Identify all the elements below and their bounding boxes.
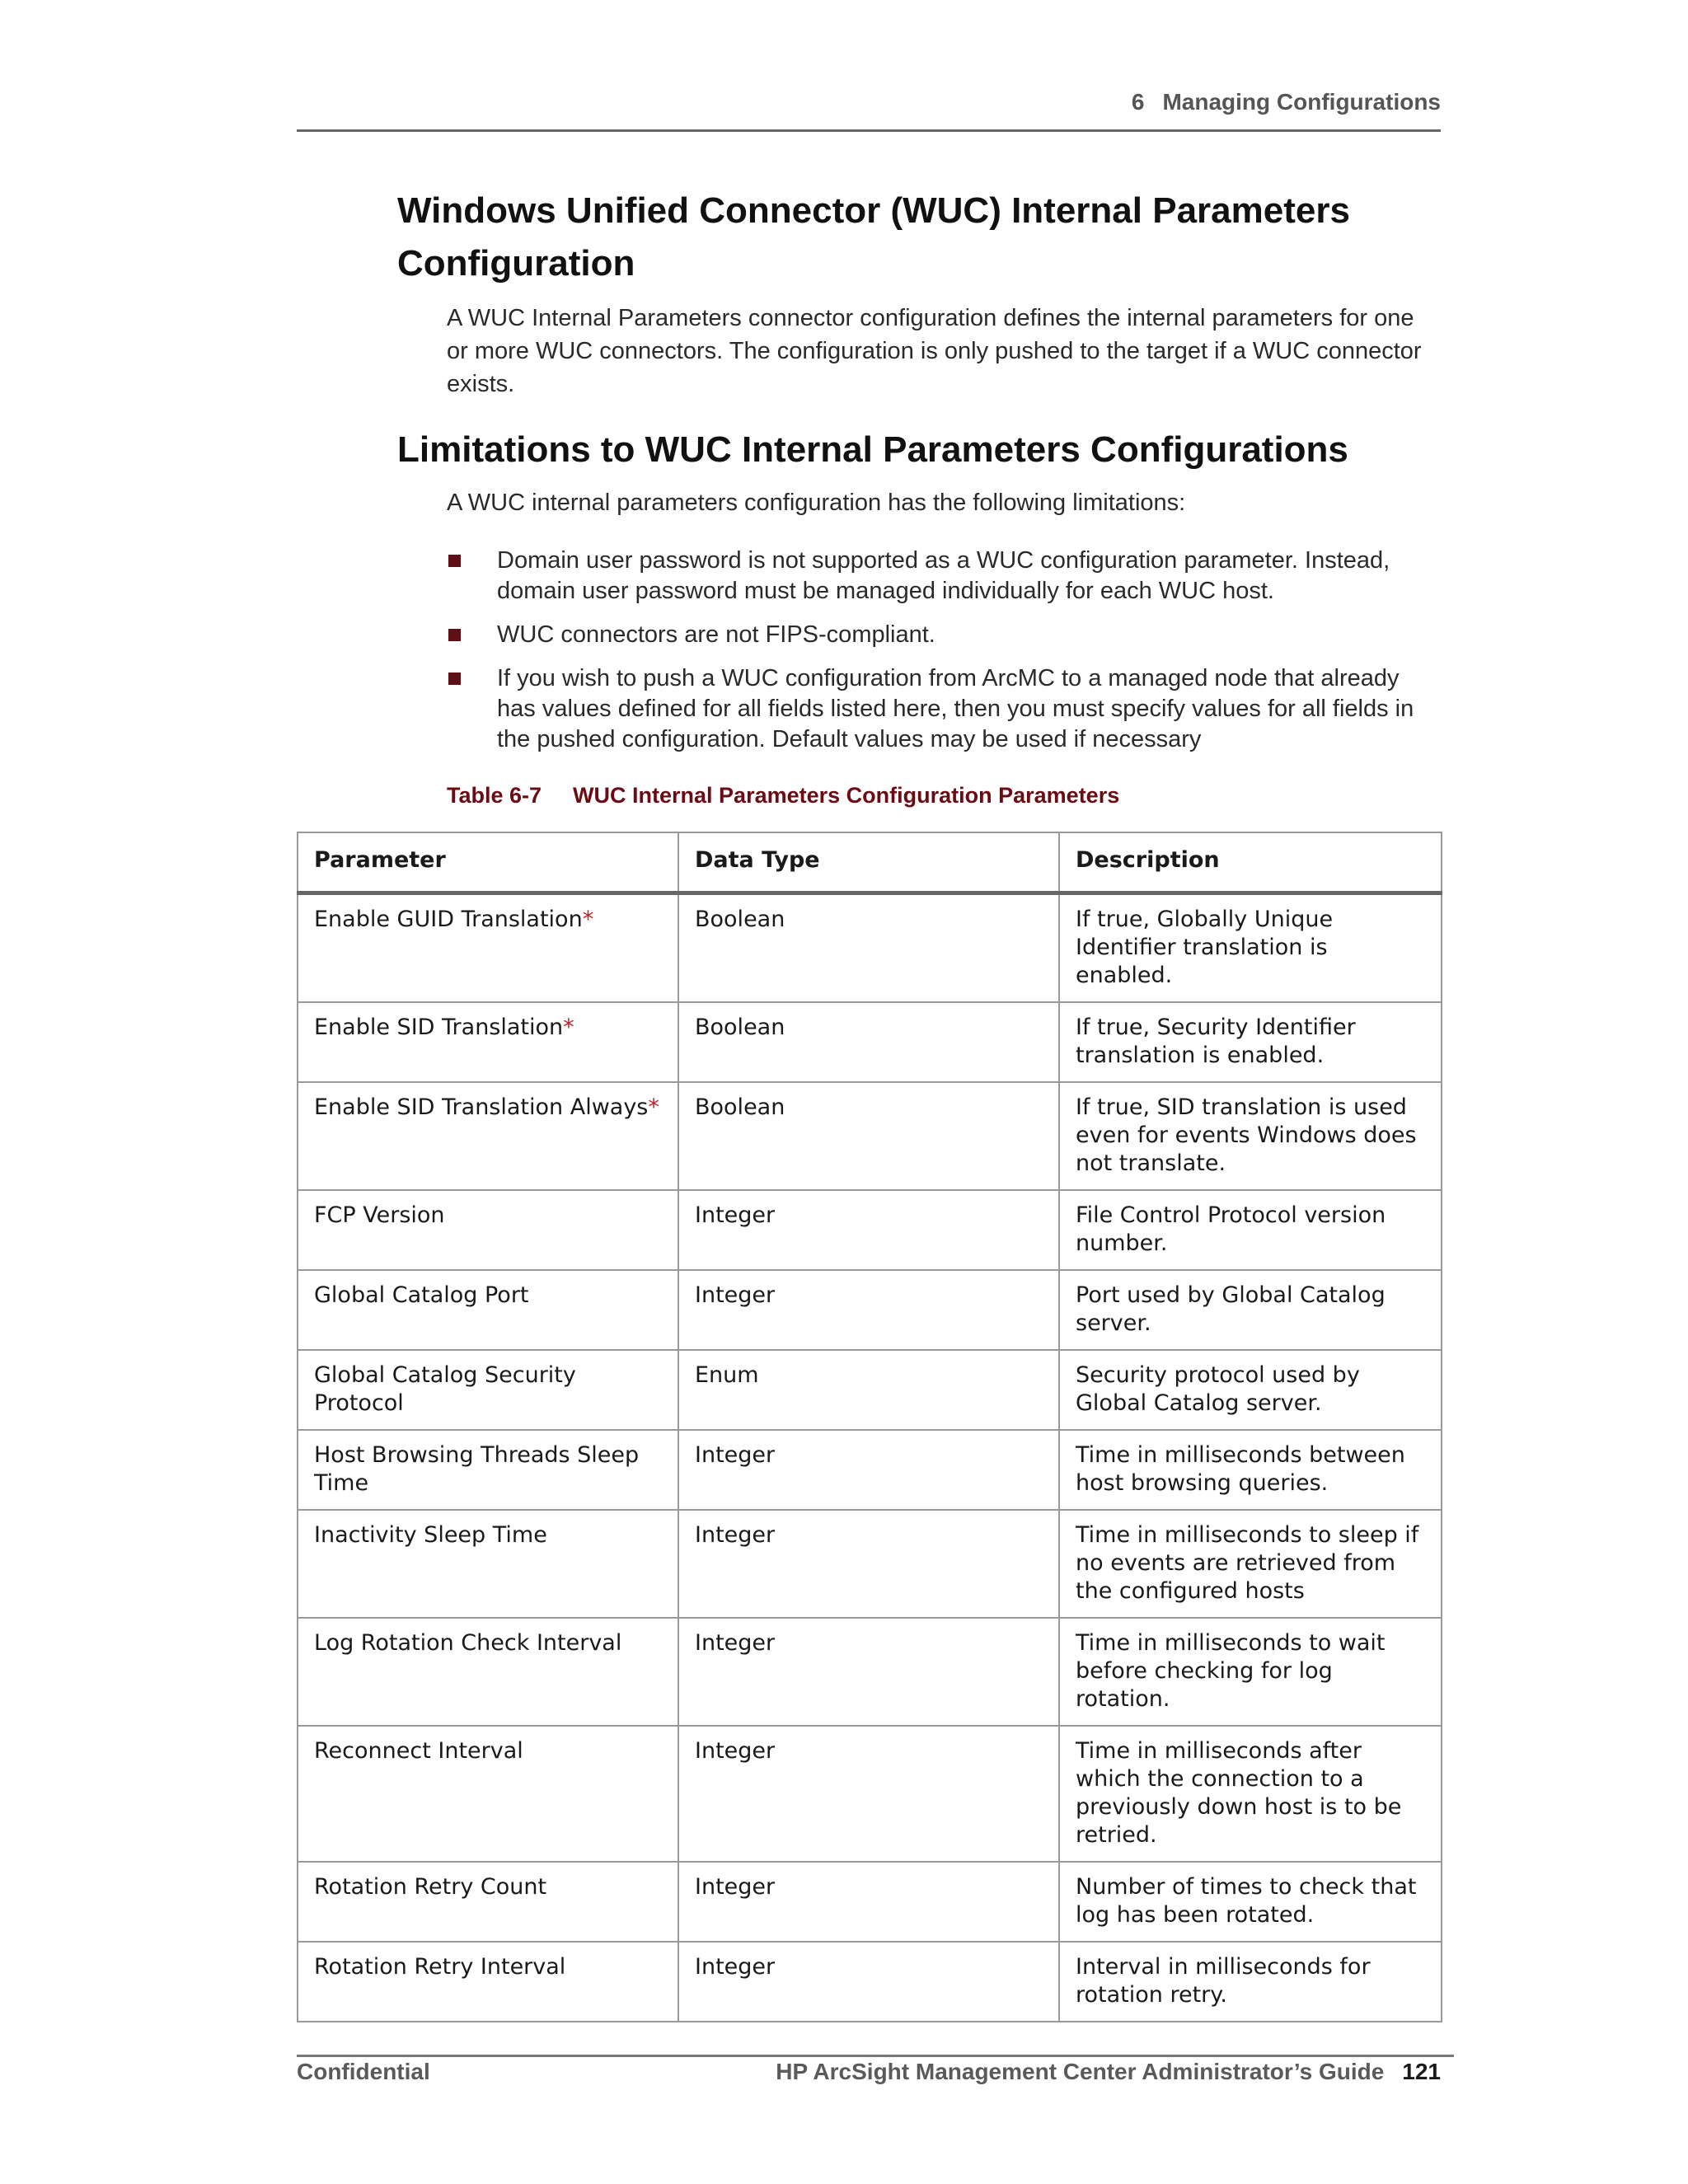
description-cell: Time in milliseconds between host browsing queries.	[1059, 1430, 1442, 1510]
data-type-cell: Integer	[678, 1618, 1059, 1726]
table-row	[298, 893, 1442, 1003]
data-type-cell: Boolean	[678, 1002, 1059, 1082]
description-cell: File Control Protocol version number.	[1059, 1190, 1442, 1270]
parameter-cell: Rotation Retry Interval	[298, 1942, 678, 2022]
description-cell: Interval in milliseconds for rotation retry.	[1059, 1942, 1442, 2022]
limitations-list	[447, 546, 1440, 768]
parameter-cell: Log Rotation Check Interval	[298, 1618, 678, 1726]
parameter-cell: Inactivity Sleep Time	[298, 1510, 678, 1618]
running-header	[297, 89, 1441, 115]
square-bullet-icon	[448, 629, 461, 641]
data-type-cell: Integer	[678, 1430, 1059, 1510]
section-title: Windows Unified Connector (WUC) Internal Parameters Configuration	[397, 190, 1350, 284]
parameter-name: Enable SID Translation Always	[314, 1094, 649, 1120]
description-cell: Time in milliseconds to sleep if no events are retrieved from the configured hosts	[1059, 1510, 1442, 1618]
parameter-cell	[298, 1082, 678, 1190]
description-cell: If true, SID translation is used even for events Windows does not translate.	[1059, 1082, 1442, 1190]
table-row	[298, 1270, 1442, 1350]
data-type-cell: Integer	[678, 1726, 1059, 1862]
column-header-parameter: Parameter	[298, 832, 678, 893]
limitations-title: Limitations to WUC Internal Parameters Configurations	[397, 429, 1348, 470]
parameter-cell: Host Browsing Threads Sleep Time	[298, 1430, 678, 1510]
description-cell: Time in milliseconds to wait before checking for log rotation.	[1059, 1618, 1442, 1726]
required-marker: *	[648, 1094, 659, 1120]
parameter-cell: Global Catalog Security Protocol	[298, 1350, 678, 1430]
parameters-table	[297, 832, 1442, 2022]
required-marker: *	[582, 907, 594, 932]
description-cell: Port used by Global Catalog server.	[1059, 1270, 1442, 1350]
parameter-cell	[298, 1002, 678, 1082]
data-type-cell: Integer	[678, 1270, 1059, 1350]
description-cell: If true, Security Identifier translation is enabled.	[1059, 1002, 1442, 1082]
square-bullet-icon	[448, 673, 461, 685]
data-type-cell: Integer	[678, 1942, 1059, 2022]
required-marker: *	[563, 1015, 574, 1040]
page-number: 121	[1402, 2059, 1441, 2084]
list-item-text: Domain user password is not supported as a WUC configuration parameter. Instead, domain user password must be managed individually for each WUC host.	[497, 547, 1390, 604]
footer-guide-title: HP ArcSight Management Center Administrator’s Guide	[776, 2059, 1385, 2084]
table-row	[298, 1510, 1442, 1618]
table-row	[298, 1350, 1442, 1430]
footer-rule	[297, 2055, 1454, 2057]
table-row	[298, 1190, 1442, 1270]
table-row	[298, 1942, 1442, 2022]
chapter-title: Managing Configurations	[1162, 89, 1441, 115]
parameter-name: Enable GUID Translation	[314, 907, 583, 932]
table-row	[298, 1430, 1442, 1510]
description-cell: Time in milliseconds after which the connection to a previously down host is to be retried.	[1059, 1726, 1442, 1862]
chapter-number: 6	[1131, 89, 1145, 115]
table-caption	[447, 783, 1119, 808]
parameter-cell	[298, 893, 678, 1003]
parameter-name: Enable SID Translation	[314, 1015, 564, 1040]
description-cell: Security protocol used by Global Catalog server.	[1059, 1350, 1442, 1430]
list-item	[447, 546, 1440, 607]
description-cell: If true, Globally Unique Identifier translation is enabled.	[1059, 893, 1442, 1003]
column-header-data-type: Data Type	[678, 832, 1059, 893]
table-caption-label: Table 6-7	[447, 783, 542, 808]
table-row	[298, 1618, 1442, 1726]
data-type-cell: Enum	[678, 1350, 1059, 1430]
list-item-text: If you wish to push a WUC configuration from ArcMC to a managed node that already has values defined for all fields listed here, then you must specify values for all fields in the pushed configuration. Default values may be used if necessary	[497, 665, 1414, 752]
parameter-cell: FCP Version	[298, 1190, 678, 1270]
data-type-cell: Integer	[678, 1862, 1059, 1942]
data-type-cell: Boolean	[678, 893, 1059, 1003]
parameter-cell: Reconnect Interval	[298, 1726, 678, 1862]
table-row	[298, 1726, 1442, 1862]
footer-guide	[776, 2059, 1441, 2085]
section-intro: A WUC Internal Parameters connector configuration defines the internal parameters for one or more WUC connectors. The configuration is only pushed to the target if a WUC connector exists.	[447, 305, 1422, 397]
parameter-cell: Rotation Retry Count	[298, 1862, 678, 1942]
table-row	[298, 1082, 1442, 1190]
table-caption-title: WUC Internal Parameters Configuration Parameters	[573, 783, 1120, 808]
data-type-cell: Boolean	[678, 1082, 1059, 1190]
description-cell: Number of times to check that log has been rotated.	[1059, 1862, 1442, 1942]
list-item	[447, 663, 1440, 755]
parameter-cell: Global Catalog Port	[298, 1270, 678, 1350]
column-header-description: Description	[1059, 832, 1442, 893]
table-row	[298, 1002, 1442, 1082]
header-rule	[297, 129, 1441, 132]
data-type-cell: Integer	[678, 1510, 1059, 1618]
data-type-cell: Integer	[678, 1190, 1059, 1270]
table-header-row	[298, 832, 1442, 893]
list-item	[447, 620, 1440, 650]
list-item-text: WUC connectors are not FIPS-compliant.	[497, 621, 935, 648]
footer-confidential: Confidential	[297, 2059, 430, 2084]
square-bullet-icon	[448, 555, 461, 567]
table-row	[298, 1862, 1442, 1942]
limitations-intro: A WUC internal parameters configuration has the following limitations:	[447, 490, 1186, 516]
